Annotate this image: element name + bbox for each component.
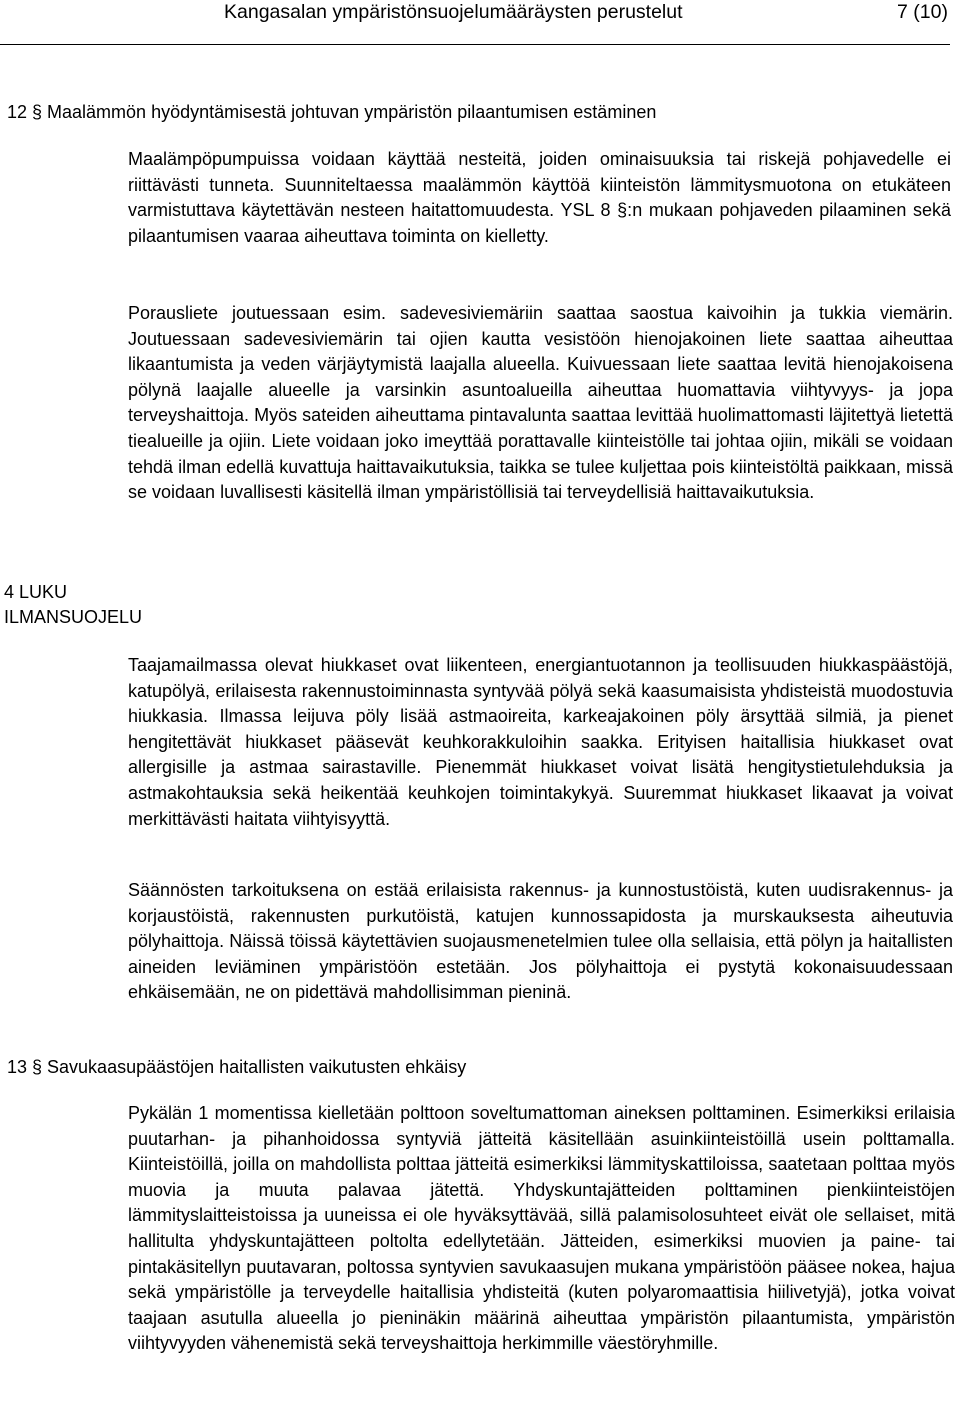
chapter-4-paragraph-2: Säännösten tarkoituksena on estää erilaisista rakennus- ja kunnostustöistä, kuten uudisrakennus- ja korjaustöistä, rakennusten purkutöistä, katujen kunnossapidosta ja murskauksesta aiheutuvia pölyhaittoja. Näissä töissä käytettävien suojausmenetelmien tulee olla sellaisia, että pölyn ja haitallisten aineiden leviäminen ympäristöön estetään. Jos pölyhaittoja ei pystytä kokonaisuudessaan ehkäisemään, ne on pidettävä mahdollisimman pieninä.: [128, 880, 953, 1003]
page-header: [0, 0, 950, 45]
section-13-heading: 13 § Savukaasupäästöjen haitallisten vaikutusten ehkäisy: [7, 1057, 467, 1077]
section-12-heading: 12 § Maalämmön hyödyntämisestä johtuvan ympäristön pilaantumisen estäminen: [7, 102, 657, 122]
chapter-number: 4 LUKU: [4, 582, 68, 602]
section-12-paragraph-2: Porausliete joutuessaan esim. sadevesiviemäriin saattaa saostua kaivoihin ja tukkia viemärin. Joutuessaan sadevesiviemärin tai ojien kautta vesistöön hienojakoinen liete saattaa aiheuttaa likaantumista ja veden värjäytymistä laajalla alueella. Kuivuessaan liete saattaa levitä hienojakoisena pölynä laajalle alueelle ja varsinkin asuntoalueilla aiheuttaa huomattavia viihtyvyys- ja jopa terveyshaittoja. Myös sateiden aiheuttama pintavalunta saattaa levittää huolimattomasti läjitettyä lietettä tiealueille ja ojiin. Liete voidaan joko imeyttää porattavalle kiinteistölle tai johtaa ojiin, mikäli se voidaan tehdä ilman edellä kuvattuja haittavaikutuksia, taikka se tulee kuljettaa pois kiinteistöltä paikkaan, missä se voidaan luvallisesti käsitellä ilman ympäristöllisiä tai terveydellisiä haittavaikutuksia.: [128, 303, 953, 503]
document-title: Kangasalan ympäristönsuojelumääräysten perustelut: [224, 1, 683, 23]
section-13-paragraph-1: Pykälän 1 momentissa kielletään polttoon soveltumattoman aineksen polttaminen. Esimerkiksi erilaisia puutarhan- ja pihanhoidossa syntyviä jätteitä käsitellään asuinkiinteistöillä usein polttamalla. Kiinteistöillä, joilla on mahdollista polttaa jätteitä esimerkiksi lämmityskattiloissa, saatetaan polttaa myös muovia ja muuta palavaa jätettä. Yhdyskuntajätteiden polttaminen pienkiinteistöjen lämmityslaitteistoissa ja uuneissa ei ole hyväksyttävää, sillä palamisolosuhteet eivät ole sellaiset, mitä hallitulta yhdyskuntajätteen poltolta edellytetään. Jätteiden, esimerkiksi muovien ja paine- tai pintakäsitellyn puutavaran, poltossa syntyvien savukaasujen mukana ympäristöön pääsee nokea, hajua sekä ympäristölle ja terveydelle haitallisia yhdisteitä (kuten polyaromaattisia hiilivetyjä), jotka voivat taajaan asutulla alueella jo pieninäkin määrinä aiheuttaa ympäristön pilaantumista, ympäristön viihtyvyyden vähenemistä sekä terveyshaittoja herkimmille väestöryhmille.: [128, 1103, 955, 1354]
chapter-title: ILMANSUOJELU: [4, 607, 143, 627]
chapter-4-heading: [4, 580, 142, 630]
page-number: 7 (10): [897, 1, 948, 23]
section-12-paragraph-1: Maalämpöpumpuissa voidaan käyttää nesteitä, joiden ominaisuuksia tai riskejä pohjavedelle ei riittävästi tunneta. Suunniteltaessa maalämmön käyttöä kiinteistön lämmitysmuotona on etukäteen varmistuttava käytettävän nesteen haitattomuudesta. YSL 8 §:n mukaan pohjaveden pilaaminen sekä pilaantumisen vaaraa aiheuttava toiminta on kielletty.: [128, 149, 951, 246]
chapter-4-paragraph-1: Taajamailmassa olevat hiukkaset ovat liikenteen, energiantuotannon ja teollisuuden hiukkaspäästöjä, katupölyä, erilaisesta rakennustoiminnasta syntyvää pölyä sekä kaasumaisista yhdisteistä muodostuvia hiukkasia. Ilmassa leijuva pöly lisää astmaoireita, karkeajakoinen pöly ärsyttää silmiä, ja pienet hengitettävät hiukkaset pääsevät keuhkorakkuloihin saakka. Erityisen haitallisia hiukkaset ovat allergisille ja astmaa sairastaville. Pienemmät hiukkaset voivat lisätä hengitystietulehduksia ja astmakohtauksia sekä heikentää keuhkojen toimintakykyä. Suuremmat hiukkaset likaavat ja voivat merkittävästi haitata viihtyisyyttä.: [128, 655, 953, 829]
